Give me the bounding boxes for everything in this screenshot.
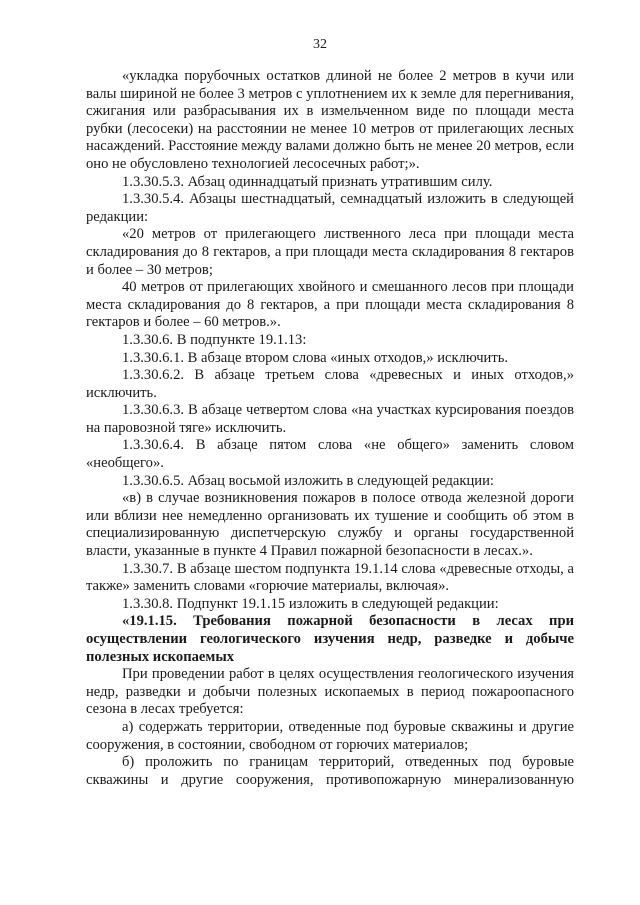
paragraph: «20 метров от прилегающего лиственного леса при площади места складирования до 8 гектаров, а при площади места складирования 8 гектаров и более – 30 метров; <box>86 226 574 278</box>
paragraph: 1.3.30.6. В подпункте 19.1.13: <box>122 331 307 348</box>
paragraph: 1.3.30.5.3. Абзац одиннадцатый признать утратившим силу. <box>122 173 493 190</box>
paragraph: «укладка порубочных остатков длиной не более 2 метров в кучи или валы шириной не более 3 метров с уплотнением их к земле для перегнивания, сжигания или разбрасывания их в измельченном виде по площади места рубки (лесосеки) на расстоянии не менее 10 метров от прилегающих лесных насаждений. Расстояние между валами должно быть не менее 20 метров, если оно не обусловлено технологией лесосечных работ;». <box>86 68 574 172</box>
paragraph: 1.3.30.6.4. В абзаце пятом слова «не общего» заменить словом «необщего». <box>86 437 574 472</box>
document-body <box>86 68 574 789</box>
section-heading: «19.1.15. Требования пожарной безопасности в лесах при осуществлении геологического изучения недр, разведке и добыче полезных ископаемых <box>86 613 574 665</box>
paragraph: При проведении работ в целях осуществления геологического изучения недр, разведки и добычи полезных ископаемых в период пожароопасного сезона в лесах требуется: <box>86 666 574 718</box>
paragraph: 1.3.30.6.5. Абзац восьмой изложить в следующей редакции: <box>122 472 494 489</box>
paragraph: 1.3.30.7. В абзаце шестом подпункта 19.1.14 слова «древесные отходы, а также» заменить словами «горючие материалы, включая». <box>86 560 574 595</box>
paragraph: 1.3.30.6.3. В абзаце четвертом слова «на участках курсирования поездов на паровозной тяге» исключить. <box>86 402 574 436</box>
paragraph: 40 метров от прилегающих хвойного и смешанного лесов при площади места складирования до 8 гектаров, а при площади места складирования 8 гектаров и более – 60 метров.». <box>86 279 574 331</box>
paragraph: 1.3.30.8. Подпункт 19.1.15 изложить в следующей редакции: <box>122 595 499 612</box>
paragraph: а) содержать территории, отведенные под буровые скважины и другие сооружения, в состоянии, свободном от горючих материалов; <box>86 718 574 753</box>
paragraph: 1.3.30.5.4. Абзацы шестнадцатый, семнадцатый изложить в следующей редакции: <box>86 191 574 225</box>
page-number: 32 <box>313 37 327 52</box>
paragraph: 1.3.30.6.1. В абзаце втором слова «иных отходов,» исключить. <box>122 349 509 366</box>
paragraph: 1.3.30.6.2. В абзаце третьем слова «древесных и иных отходов,» исключить. <box>86 367 574 401</box>
paragraph: «в) в случае возникновения пожаров в полосе отвода железной дороги или вблизи нее немедленно организовать их тушение и сообщить об этом в специализированную диспетчерскую службу и органы государственной власти, указанные в пункте 4 Правил пожарной безопасности в лесах.». <box>86 490 574 560</box>
paragraph: б) проложить по границам территорий, отведенных под буровые скважины и другие сооружения, противопожарную минерализованную <box>86 754 574 788</box>
